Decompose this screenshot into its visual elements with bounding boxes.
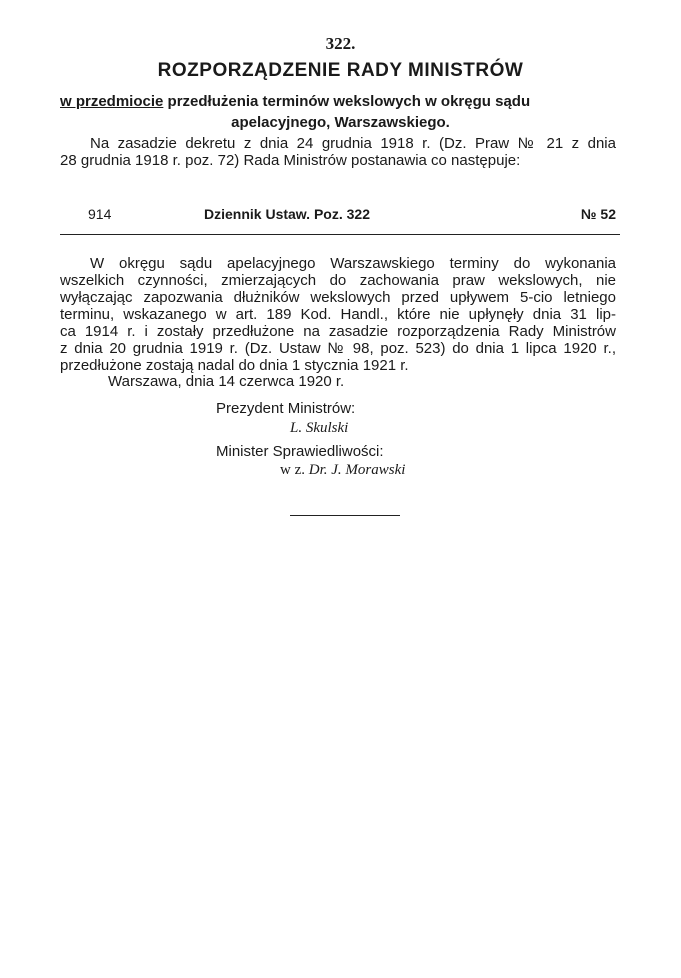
closing-divider <box>290 515 400 516</box>
signatory-prefix: w z. <box>280 462 309 478</box>
act-subtitle-line2: apelacyjnego, Warszawskiego. <box>231 114 450 131</box>
intro-paragraph <box>60 135 616 169</box>
body-line: przedłużone zostają nadal do dnia 1 stycznia 1921 r. <box>60 357 409 374</box>
signatory-title: Minister Sprawiedliwości: <box>216 443 384 460</box>
intro-line: Na zasadzie dekretu z dnia 24 grudnia 1918 r. (Dz. Praw № 21 z dnia <box>90 135 616 152</box>
body-paragraph <box>60 255 616 374</box>
subtitle-rest: przedłużenia terminów wekslowych w okręgu sądu <box>163 93 531 110</box>
body-line: wszelkich czynności, zmierzających do zachowania praw wekslowych, nie <box>60 272 616 289</box>
signatory-line <box>280 462 405 479</box>
body-line: W okręgu sądu apelacyjnego Warszawskiego terminy do wykonania <box>90 255 616 272</box>
act-subtitle-line1 <box>60 93 616 110</box>
signatory-title: Prezydent Ministrów: <box>216 400 356 417</box>
header-divider <box>60 234 620 235</box>
act-title: ROZPORZĄDZENIE RADY MINISTRÓW <box>157 60 524 81</box>
body-line: terminu, wskazanego w art. 189 Kod. Handl., które nie upłynęły dnia 31 lip- <box>60 306 616 323</box>
date-line: Warszawa, dnia 14 czerwca 1920 r. <box>108 373 345 390</box>
signatory-name: Dr. J. Morawski <box>308 462 406 478</box>
body-line: z dnia 20 grudnia 1919 r. (Dz. Ustaw № 98, poz. 523) do dnia 1 lipca 1920 r., <box>60 340 616 357</box>
page-header <box>60 206 616 226</box>
issue-number: № 52 <box>580 206 616 222</box>
intro-line: 28 grudnia 1918 r. poz. 72) Rada Ministrów postanawia co następuje: <box>60 152 521 169</box>
body-line: ca 1914 r. i zostały przedłużone na zasadzie rozporządzenia Rady Ministrów <box>60 323 616 340</box>
journal-reference: Dziennik Ustaw. Poz. 322 <box>204 206 370 222</box>
body-line: wyłączając zapozwania dłużników wekslowych przed upływem 5-cio letniego <box>60 289 616 306</box>
signatory-name: L. Skulski <box>290 420 349 436</box>
subtitle-underlined-phrase: w przedmiocie <box>60 93 164 110</box>
act-number: 322. <box>325 34 356 53</box>
page-number: 914 <box>88 206 112 222</box>
